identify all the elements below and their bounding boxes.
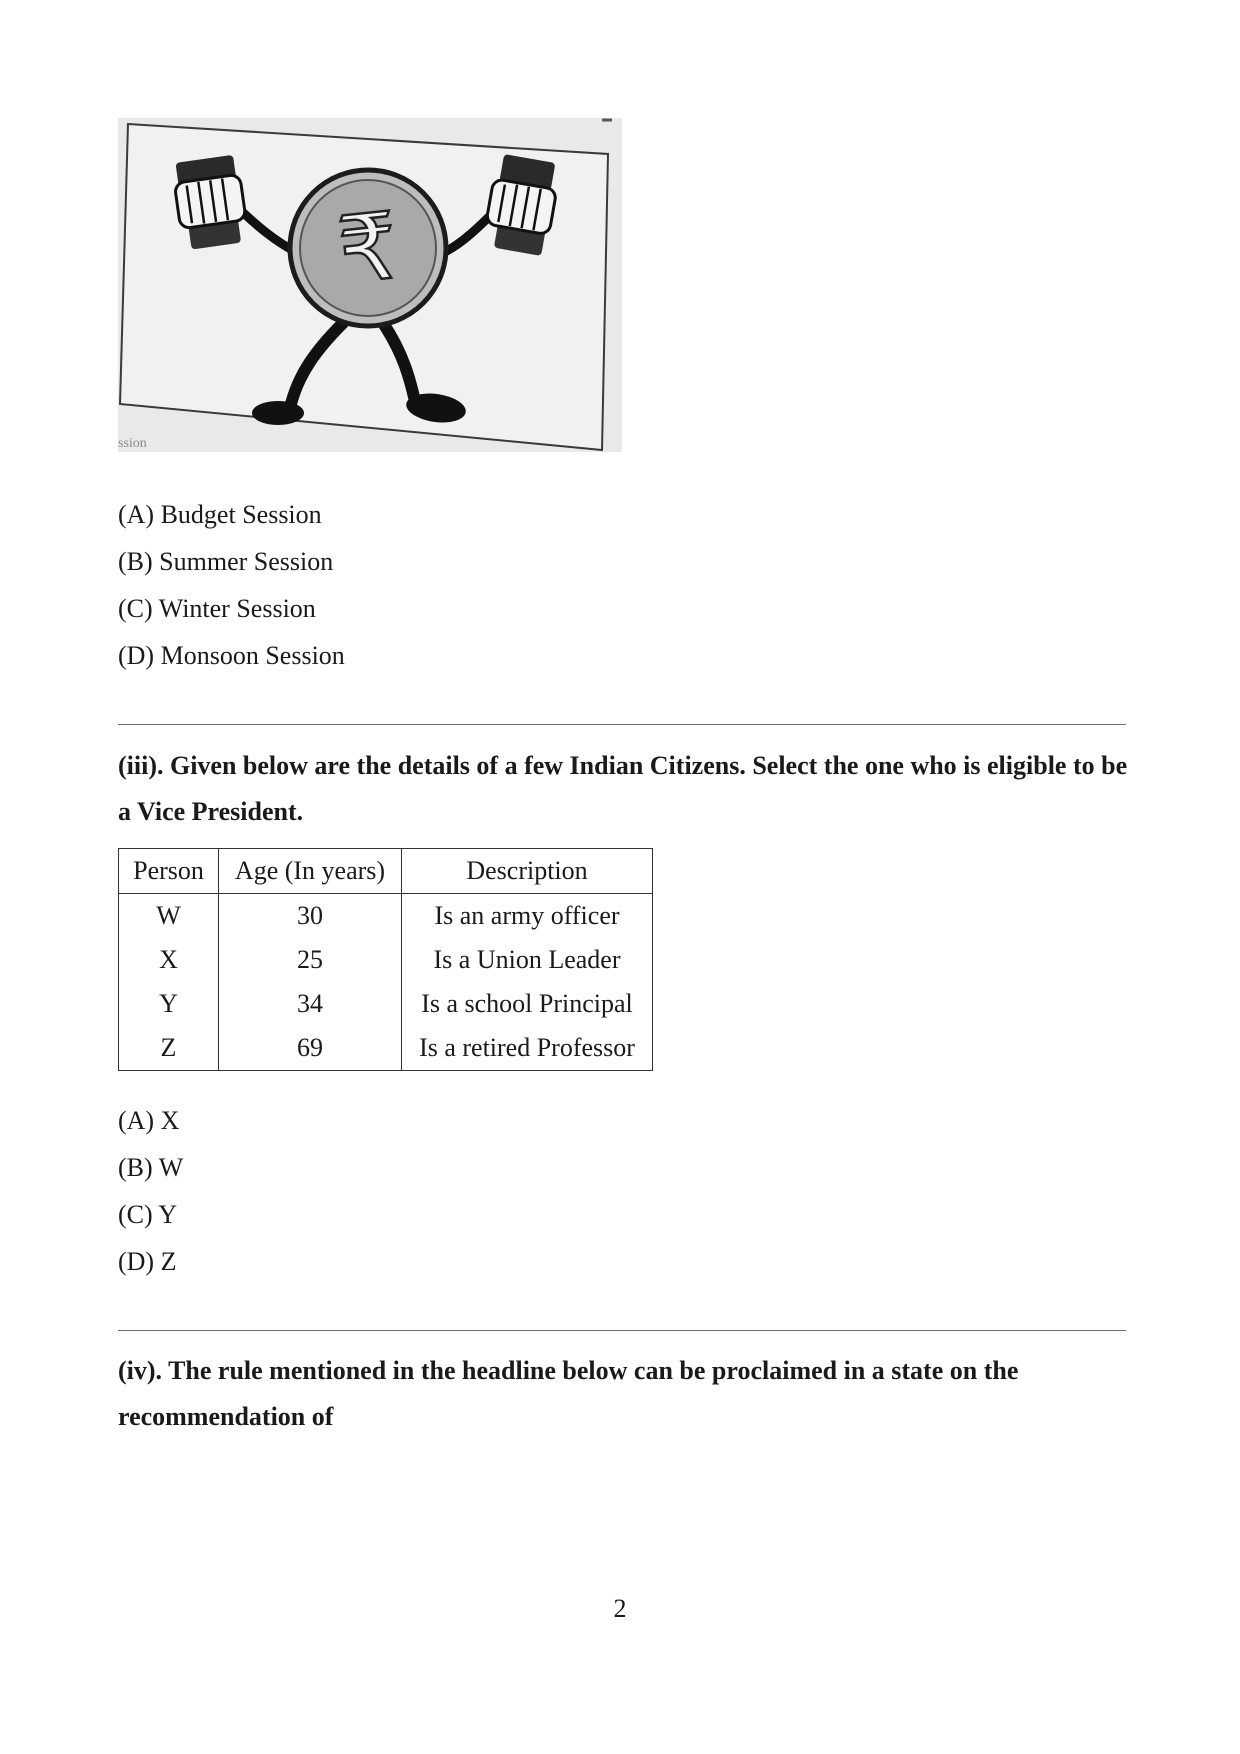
header-age: Age (In years): [219, 849, 402, 894]
question-2-options: [118, 502, 345, 690]
table-row: [119, 894, 653, 939]
section-divider: [118, 724, 1126, 725]
option-d: (D) Monsoon Session: [118, 641, 345, 670]
option-c: (C) Winter Session: [118, 594, 316, 623]
cell-person: Y: [119, 982, 219, 1026]
rupee-coin-mascot-icon: [118, 118, 622, 452]
question-3-text: (iii). Given below are the details of a few Indian Citizens. Select the one who is eligible to be a Vice President.: [118, 751, 1128, 826]
rupee-mascot-figure: [118, 118, 622, 452]
cell-description: Is an army officer: [402, 894, 653, 939]
cell-age: 30: [219, 894, 402, 939]
cell-age: 69: [219, 1026, 402, 1071]
option-a: (A) Budget Session: [118, 500, 322, 529]
cell-age: 25: [219, 938, 402, 982]
question-4-text: (iv). The rule mentioned in the headline below can be proclaimed in a state on the recommendation of: [118, 1356, 1019, 1431]
option-d: (D) Z: [118, 1247, 177, 1276]
cell-person: W: [119, 894, 219, 939]
header-description: Description: [402, 849, 653, 894]
table-row: [119, 982, 653, 1026]
option-a: (A) X: [118, 1106, 180, 1135]
option-c: (C) Y: [118, 1200, 177, 1229]
table-row: [119, 1026, 653, 1071]
figure-caption-fragment: ssion: [118, 436, 147, 451]
table-header-row: [119, 849, 653, 894]
option-b: (B) W: [118, 1153, 184, 1182]
cell-description: Is a Union Leader: [402, 938, 653, 982]
page-number: 2: [613, 1594, 627, 1623]
cell-person: Z: [119, 1026, 219, 1071]
table-row: [119, 938, 653, 982]
header-person: Person: [119, 849, 219, 894]
citizens-table: [118, 848, 653, 1071]
section-divider: [118, 1330, 1126, 1331]
rupee-symbol: ₹: [333, 192, 403, 305]
option-b: (B) Summer Session: [118, 547, 334, 576]
question-3-options: [118, 1108, 183, 1296]
cell-age: 34: [219, 982, 402, 1026]
cell-person: X: [119, 938, 219, 982]
cell-description: Is a retired Professor: [402, 1026, 653, 1071]
cell-description: Is a school Principal: [402, 982, 653, 1026]
